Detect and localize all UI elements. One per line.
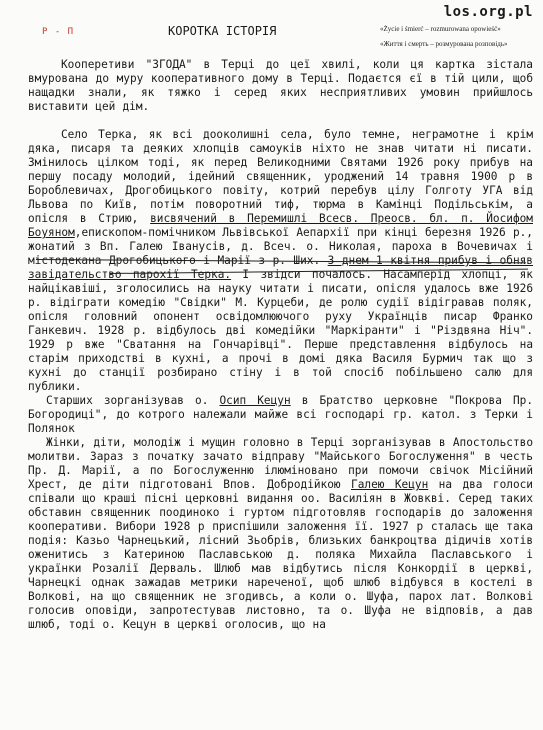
tagline-polish: «Życie i śmierć – rozmurowana opowieść» <box>380 25 501 33</box>
underlined-ordination: висвячений в Перемишлі Всесв. Преосв. бл. п. Йосифом Боуяном <box>28 212 533 239</box>
underlined-wife-name: Галею Кецун <box>351 478 429 491</box>
site-watermark: los.org.pl <box>443 4 533 20</box>
brotherhood-text-b: в Братство церковне "Покрова Пр. Богородиці", до котрого належали майже всі господарі гр. катол. з Терки і Полянок <box>28 394 533 435</box>
history-text-b: ,епископом-помічником Львівської Аепархії при кінці березня 1926 р., жонатий з Вп. Галею Іванусів, д. Всеч. о. Николая, пароха в Вочевичах і містодекана Дрогобицького і Марії з р. Ших. <box>28 226 533 267</box>
paragraph-brotherhood <box>28 394 533 436</box>
apostleship-text-a: Жінки, діти, молодіж і мущин головно в Терці зорганізував в Апостольство молитви. Зараз з початку зачато відправу "Майського Богослуження" в честь Пр. Д. Марії, а по Богослуженню ілюміновано при помочи свічок Місійний Хрест, де діти підготовані Впов. Добродійкою <box>28 436 533 491</box>
page-title: КОРОТКА ІСТОРІЯ <box>168 24 277 38</box>
apostleship-text-b: на два голоси співали що краші пісні церковні видання оо. Василіян в Жовкві. Серед таких обставин священник поодиноко і гуртом підготовляв господарів до заложення кооперативи. Вибори 1928 р приспішили заложення її. 1927 р сталась ще така подія: Казьо Чарнецький, лісний Зьобрів, близьких банкроцтва дідичів хотів оженитись з Катериною Паславською д. поляка Михайла Паславського і українки Розалії Дерваль. Шлюб мав відбутись після Конкордії в церкві, Чарнецкі однак зажадав метрики нареченої, щоб шлюб відбувся в костелі в Волкові, на що священник не згодивсь, а коли о. Шуфа, парох лат. Волкові голосив оповіди, запротестував листовно, та о. Шуфа не відповів, а дав шлюб, тоді о. Кецун в церкві оголосив, що на <box>28 478 533 631</box>
underlined-priest-name: Осип Кецун <box>219 394 291 407</box>
tagline-ukrainian: «Життя і смерть – розмурована розповідь» <box>380 40 508 48</box>
brotherhood-text-a: Старших зорганізував о. <box>46 394 220 407</box>
history-text-a: Село Терка, як всі дооколишні села, було темне, неграмотне і крім дяка, писаря та деяких хлопців самоуків ніхто не знав читати ні писати. Змінилось цілком тоді, як перед Великодними Святами 1926 року прибув на першу посаду молодий, ідейний священник, уроджений 14 травня 1900 р в Бороблевичах, Дрогобицького повіту, котрий перебув цілу Голготу УГА від Львова по Київ, потім поворотний тиф, тюрма в Камінці Подільськім, а опісля в Стрию, <box>28 128 533 225</box>
document-body <box>28 58 533 632</box>
paragraph-apostleship <box>28 436 533 632</box>
corner-mark: Р - П <box>42 27 75 37</box>
underlined-arrival: З днем 1 квітня прибув і обняв завідательство парохії Терка. <box>28 254 533 281</box>
paragraph-intro: Кооперетиви "ЗГОДА" в Терці до цеї хвилі, коли ця картка зістала вмурована до муру кооперативного дому в Терці. Подаєтся єї в тій цили, щоб нащадки знали, як тяжко і серед яких несприятливих умовин прийшлось виставити цей дім. <box>28 58 533 113</box>
history-text-c: І звідси почалось. Насамперід хлопці, як найцікавіші, зголосились на науку читати і писати, опісля удалось вже 1926 р. відіграти комедію "Свідки" М. Курцеби, де ролю судії відігравав поляк, опісля головний опонент освідомлюючого руху Українців писар Франко Ганкевич. 1928 р. відбулось дві комедійки "Маркіранти" і "Різдвяна Ніч". 1929 р вже "Сватання на Гончарівці". Перше представлення відбулось на старім приходстві в кухні, а прочі в домі дяка Василя Бурмич так що з кухні до станції розбирано стіну і в той спосіб побільшено салю для публики. <box>28 268 533 393</box>
